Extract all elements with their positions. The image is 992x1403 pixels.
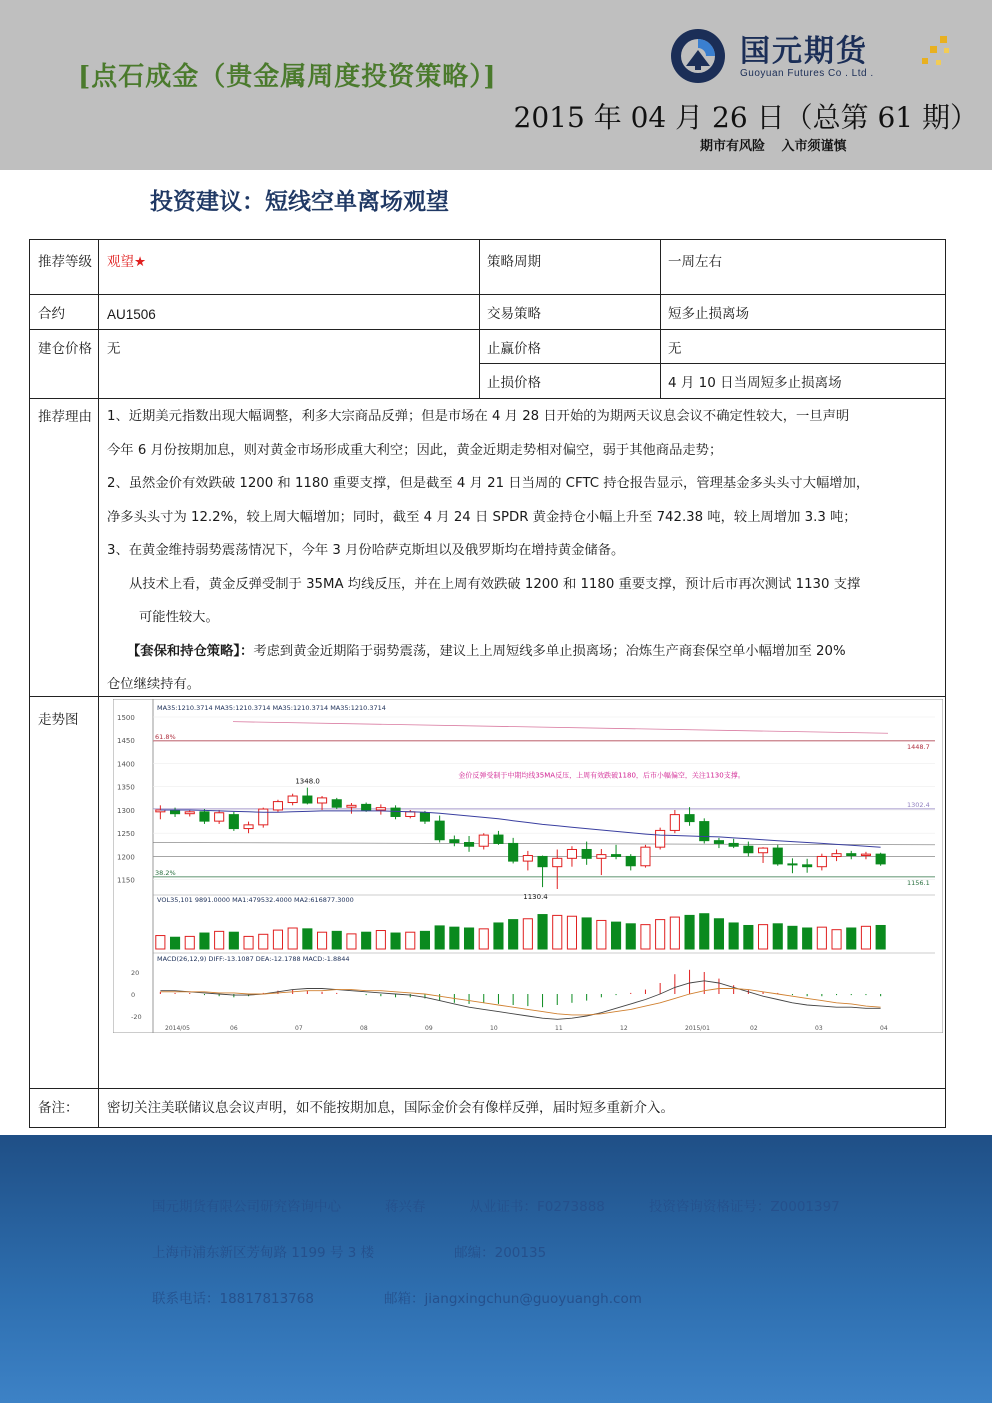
fib-value-label: 1156.1 — [907, 878, 930, 887]
row-divider — [479, 363, 945, 364]
fib-value-label: 1302.4 — [907, 800, 930, 809]
risk-note: 期市有风险 入市须谨慎 — [700, 139, 847, 154]
period-value: 一周左右 — [668, 254, 722, 270]
x-tick-label: 12 — [620, 1025, 628, 1032]
candle-body — [494, 835, 503, 843]
volume-bar — [714, 919, 723, 949]
row-divider — [30, 1088, 945, 1089]
candle-body — [450, 840, 459, 843]
reason-line: 可能性较大。 — [139, 610, 219, 625]
volume-bar — [861, 926, 870, 949]
volume-bar — [376, 931, 385, 949]
x-tick-label: 04 — [880, 1025, 888, 1032]
x-tick-label: 02 — [750, 1025, 758, 1032]
macd-tick-label: 20 — [131, 969, 140, 977]
candle-body — [420, 813, 429, 821]
row-divider — [30, 294, 945, 295]
y-tick-label: 1400 — [117, 760, 135, 769]
issue-date: 2015 年 04 月 26 日（总第 61 期） — [513, 101, 978, 134]
guoyuan-logo-icon — [668, 26, 728, 86]
y-tick-label: 1500 — [117, 714, 135, 722]
volume-bar — [273, 930, 282, 949]
candle-body — [509, 843, 518, 861]
macd-tick-label: -20 — [131, 1013, 142, 1021]
candle-body — [332, 800, 341, 807]
candle-body — [553, 858, 562, 866]
x-tick-label: 09 — [425, 1025, 433, 1032]
volume-bar — [758, 925, 767, 949]
candle-body — [758, 848, 767, 853]
candle-body — [317, 798, 326, 803]
series-title: [点石成金（贵金属周度投资策略）] — [78, 62, 497, 92]
remark-value: 密切关注美联储议息会议声明，如不能按期加息，国际金价会有像样反弹，届时短多重新介入。 — [107, 1100, 674, 1116]
volume-bar — [420, 931, 429, 949]
reason-line-hedge — [107, 635, 939, 669]
volume-bar — [847, 928, 856, 949]
footer-phone: 联系电话：18817813768 — [152, 1291, 314, 1307]
contract-label: 合约 — [38, 306, 65, 322]
company-name-en: Guoyuan Futures Co . Ltd . — [740, 68, 874, 79]
candle-body — [861, 854, 870, 855]
x-tick-label: 2015/01 — [685, 1025, 710, 1032]
volume-bar — [670, 917, 679, 949]
volume-bar — [832, 930, 841, 949]
volume-bar — [773, 924, 782, 949]
candle-body — [685, 815, 694, 822]
volume-bar — [435, 926, 444, 949]
candle-body — [200, 812, 209, 821]
volume-bar — [185, 936, 194, 949]
candle-body — [435, 821, 444, 840]
col-divider — [98, 240, 99, 1127]
volume-bar — [450, 927, 459, 949]
reason-line: 1、近期美元指数出现大幅调整，利多大宗商品反弹；但是市场在 4 月 28 日开始的为期两天议息会议不确定性较大，一旦声明 — [107, 409, 850, 424]
fib-value-label: 1448.7 — [907, 742, 930, 751]
volume-bar — [817, 927, 826, 949]
reason-line: 从技术上看，黄金反弹受制于 35MA 均线反压，并在上周有效跌破 1200 和 1180 重要支撑，预计后市再次测试 1130 支撑 — [129, 576, 861, 592]
candle-body — [876, 854, 885, 864]
footer-postcode: 邮编：200135 — [454, 1245, 547, 1261]
candle-body — [744, 846, 753, 853]
low-label: 1130.4 — [523, 893, 548, 901]
volume-bar — [362, 932, 371, 949]
x-tick-label: 2014/05 — [165, 1025, 190, 1032]
volume-bar — [876, 925, 885, 949]
y-tick-label: 1300 — [117, 806, 135, 815]
volume-bar — [597, 920, 606, 949]
footer-line-1 — [152, 1195, 884, 1215]
macd-header-text: MACD(26,12,9) DIFF:-13.1087 DEA:-12.1788 MACD:-1.8844 — [157, 955, 350, 963]
x-tick-label: 06 — [230, 1025, 238, 1032]
chart-annotation: 金价反弹受制于中期均线35MA反压，上周有效跌破1180，后市小幅偏空，关注1130支撑。 — [458, 771, 745, 780]
high-label: 1348.0 — [295, 777, 320, 786]
strategy-label: 交易策略 — [487, 306, 541, 322]
volume-bar — [641, 925, 650, 949]
remark-label: 备注： — [38, 1100, 79, 1116]
volume-bar — [626, 924, 635, 949]
volume-bar — [156, 936, 165, 949]
hedge-text: 考虑到黄金近期陷于弱势震荡，建议上上周短线多单止损离场；冶炼生产商套保空单小幅增加至 20% — [253, 643, 846, 659]
volume-bar — [479, 929, 488, 949]
footer-advisor-license: 投资咨询资格证号：Z0001397 — [648, 1199, 840, 1215]
candle-body — [170, 810, 179, 814]
company-logo — [668, 22, 958, 92]
candle-body — [700, 822, 709, 841]
candle-body — [259, 809, 268, 825]
company-name: 国元期货 — [740, 34, 868, 69]
candle-body — [714, 841, 723, 844]
candle-body — [788, 864, 797, 865]
volume-bar — [567, 916, 576, 949]
volume-bar — [553, 915, 562, 949]
y-tick-label: 1250 — [117, 830, 135, 839]
volume-bar — [700, 914, 709, 949]
x-tick-label: 07 — [295, 1025, 303, 1032]
candle-body — [670, 815, 679, 831]
volume-header-text: VOL35,101 9891.0000 MA1:479532.4000 MA2:616877.3000 — [157, 896, 354, 904]
entry-price-label: 建仓价格 — [38, 341, 92, 357]
footer-license: 从业证书：F0273888 — [469, 1199, 605, 1215]
candle-body — [729, 843, 738, 846]
fib-label: 61.8% — [155, 732, 176, 741]
volume-bar — [288, 928, 297, 949]
contact-footer — [0, 1135, 992, 1403]
footer-address: 上海市浦东新区芳甸路 1199 号 3 楼 — [152, 1245, 375, 1261]
logo-dots-icon — [918, 34, 954, 74]
candle-body — [538, 856, 547, 866]
candle-body — [303, 796, 312, 803]
reason-text — [107, 400, 939, 702]
candle-body — [479, 835, 488, 846]
candle-body — [376, 808, 385, 810]
reason-line: 仓位继续持有。 — [107, 677, 201, 692]
footer-analyst: 蒋兴春 — [385, 1199, 426, 1215]
volume-bar — [803, 928, 812, 949]
candle-body — [567, 849, 576, 858]
take-profit-value: 无 — [668, 341, 682, 357]
volume-bar — [509, 920, 518, 949]
candle-body — [847, 854, 856, 856]
candle-body — [229, 815, 238, 829]
fib-label: 38.2% — [155, 868, 176, 877]
candle-body — [656, 830, 665, 847]
volume-bar — [244, 936, 253, 949]
volume-bar — [523, 919, 532, 949]
candle-body — [803, 865, 812, 867]
chart-label: 走势图 — [38, 712, 79, 728]
candle-body — [611, 855, 620, 857]
volume-bar — [656, 920, 665, 949]
hedge-tag: 【套保和持仓策略】： — [127, 643, 254, 659]
volume-bar — [464, 928, 473, 949]
candle-body — [185, 812, 194, 814]
volume-bar — [494, 923, 503, 949]
candle-body — [273, 802, 282, 810]
gold-price-chart — [113, 699, 943, 1033]
candle-body — [641, 847, 650, 866]
volume-bar — [200, 933, 209, 949]
volume-bar — [582, 918, 591, 949]
rating-label: 推荐等级 — [38, 254, 92, 270]
reason-line: 净多头头寸为 12.2%，较上周大幅增加；同时，截至 4 月 24 日 SPDR 黄金持仓小幅上升至 742.38 吨，较上周增加 3.3 吨； — [107, 509, 857, 525]
candle-body — [832, 854, 841, 857]
candle-body — [817, 856, 826, 866]
y-tick-label: 1200 — [117, 853, 135, 862]
strategy-table — [29, 239, 946, 1128]
y-tick-label: 1150 — [117, 876, 135, 885]
candle-body — [773, 848, 782, 864]
candle-body — [391, 808, 400, 816]
reason-label: 推荐理由 — [38, 409, 92, 425]
contract-value: AU1506 — [107, 307, 156, 322]
volume-bar — [391, 933, 400, 949]
chart-header-text: MA35:1210.3714 MA35:1210.3714 MA35:1210.3714 MA35:1210.3714 — [157, 704, 386, 712]
x-tick-label: 03 — [815, 1025, 823, 1032]
volume-bar — [317, 932, 326, 949]
candle-body — [215, 813, 224, 821]
report-header — [0, 0, 992, 170]
advice-title: 投资建议：短线空单离场观望 — [150, 188, 449, 215]
volume-bar — [744, 925, 753, 949]
take-profit-label: 止赢价格 — [487, 341, 541, 357]
macd-tick-label: 0 — [131, 991, 136, 999]
volume-bar — [259, 934, 268, 949]
entry-price-value: 无 — [107, 341, 121, 357]
candle-body — [244, 825, 253, 829]
volume-bar — [729, 923, 738, 949]
volume-bar — [538, 915, 547, 949]
volume-bar — [332, 931, 341, 949]
volume-bar — [788, 926, 797, 949]
period-label: 策略周期 — [487, 254, 541, 270]
footer-line-2 — [152, 1241, 590, 1261]
x-tick-label: 08 — [360, 1025, 368, 1032]
reason-line: 今年 6 月份按期加息，则对黄金市场形成重大利空；因此，黄金近期走势相对偏空，弱于其他商品走势； — [107, 442, 723, 458]
candle-body — [406, 812, 415, 817]
candle-body — [464, 843, 473, 847]
candle-body — [597, 855, 606, 859]
y-tick-label: 1450 — [117, 737, 135, 746]
stop-loss-value: 4 月 10 日当周短多止损离场 — [668, 375, 842, 391]
x-tick-label: 10 — [490, 1025, 498, 1032]
x-tick-label: 11 — [555, 1025, 563, 1032]
footer-line-3 — [152, 1287, 686, 1307]
reason-line: 3、在黄金维持弱势震荡情况下，今年 3 月份哈萨克斯坦以及俄罗斯均在增持黄金储备。 — [107, 543, 625, 558]
volume-bar — [347, 934, 356, 949]
y-tick-label: 1350 — [117, 783, 135, 792]
volume-bar — [170, 937, 179, 949]
volume-bar — [303, 929, 312, 949]
strategy-value: 短多止损离场 — [668, 306, 749, 322]
candle-body — [288, 796, 297, 803]
volume-bar — [611, 922, 620, 949]
candle-body — [347, 805, 356, 807]
stop-loss-label: 止损价格 — [487, 375, 541, 391]
volume-bar — [406, 932, 415, 949]
footer-email: 邮箱：jiangxingchun@guoyuangh.com — [383, 1291, 642, 1307]
volume-bar — [215, 931, 224, 949]
candle-body — [523, 856, 532, 862]
footer-dept: 国元期货有限公司研究咨询中心 — [152, 1199, 341, 1215]
volume-bar — [685, 915, 694, 949]
volume-bar — [229, 932, 238, 949]
candle-body — [626, 856, 635, 865]
candle-body — [362, 804, 371, 810]
candle-body — [582, 849, 591, 858]
reason-line: 2、虽然金价有效跌破 1200 和 1180 重要支撑，但是截至 4 月 21 日当周的 CFTC 持仓报告显示，管理基金多头头寸大幅增加， — [107, 476, 870, 491]
rating-value: 观望★ — [107, 254, 147, 270]
